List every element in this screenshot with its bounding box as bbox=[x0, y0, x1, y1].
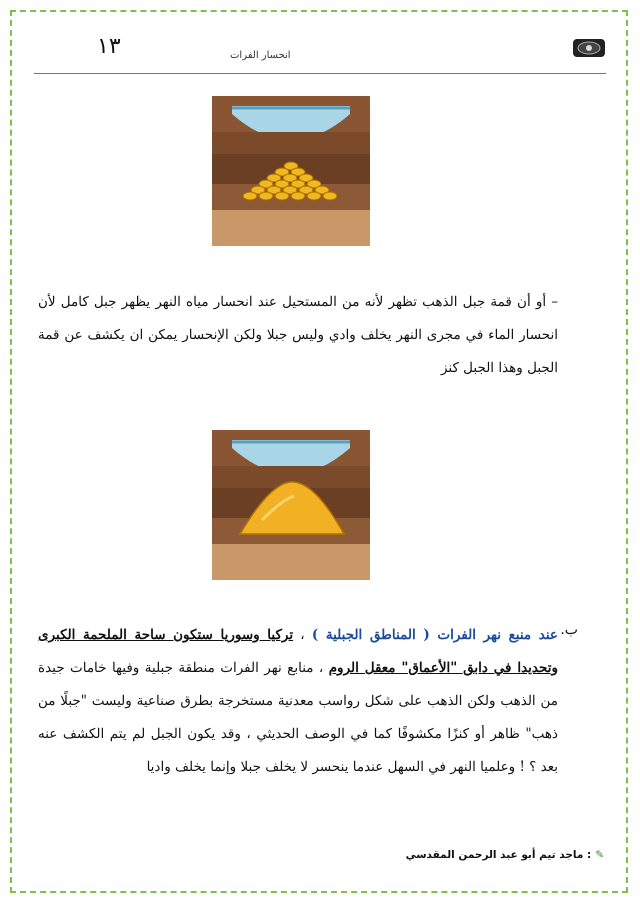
paragraph-b bbox=[38, 619, 558, 784]
chapter-title: انحسار الفرات bbox=[230, 50, 291, 61]
heading-separator: ، bbox=[293, 627, 312, 643]
paragraph-b-body: ، منابع نهر الفرات منطقة جبلية وفيها خامات جيدة من الذهب ولكن الذهب على شكل رواسب معدنية مستخرجة بطرق صناعية وليست "جبلًا من ذهب" ظاهر أو كنزًا مكشوفًا كما في الوصف الحديثي ، وقد يكون الجبل لم يتم الكشف عنه بعد ؟ ! وعلميا النهر في السهل عندما ينحسر لا يخلف جبلا وإنما يخلف واديا bbox=[38, 660, 558, 775]
section-b-heading: عند منبع نهر الفرات ( المناطق الجبلية ) bbox=[311, 627, 558, 643]
header-rule bbox=[34, 73, 606, 74]
section-b-bold: تركيا وسوريا ستكون ساحة الملحمة الكبرى وتحديدا في دابق "الأعماق" معقل الروم bbox=[38, 627, 558, 676]
paragraph-1-text: – أو أن قمة جبل الذهب تظهر لأنه من المستحيل عند انحسار مياه النهر يظهر جبل كامل لأن انحسار الماء في مجرى النهر يخلف وادي وليس جبلا ولكن الإنحسار يمكن ان يكشف عن قمة الجبل وهذا الجبل كنز bbox=[38, 294, 558, 376]
gold-mountain-illustration bbox=[212, 430, 370, 580]
pen-icon: ✎ bbox=[595, 849, 604, 861]
page-header bbox=[22, 28, 618, 74]
paragraph-1 bbox=[38, 286, 558, 385]
logo-icon bbox=[572, 36, 606, 60]
footer-author bbox=[406, 849, 604, 861]
author-name: : ماجد تيم أبو عبد الرحمن المقدسي bbox=[405, 849, 592, 861]
list-marker-b: ب. bbox=[560, 622, 578, 638]
gold-coins-illustration bbox=[212, 96, 370, 246]
page-number: ١٣ bbox=[97, 34, 121, 59]
